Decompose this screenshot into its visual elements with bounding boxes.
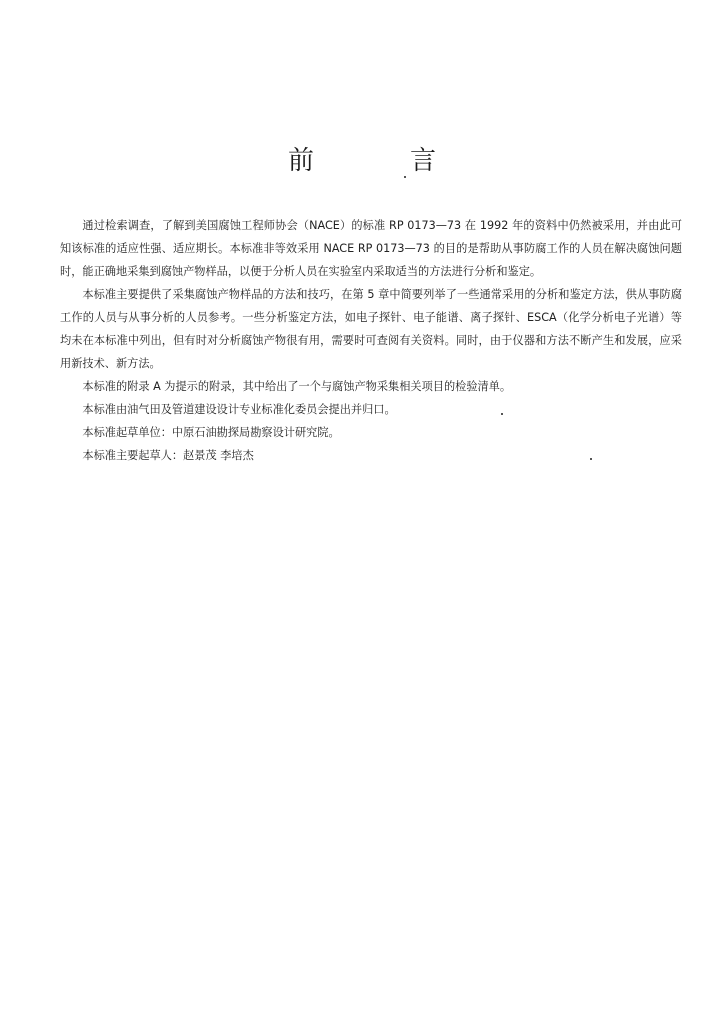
paragraph-nace-reference: 通过检索调查，了解到美国腐蚀工程师协会（NACE）的标准 RP 0173—73 在 1992 年的资料中仍然被采用，并由此可知该标准的适应性强、适应期长。本标准非等效采用 NACE RP 0173—73 的目的是帮助从事防腐工作的人员在解决腐蚀问题时，能正确地采集到腐蚀产物样品，以便于分析人员在实验室内采取适当的方法进行分析和鉴定。 (60, 219, 682, 278)
paragraph-drafting-unit: 本标准起草单位：中原石油勘探局勘察设计研究院。 (82, 426, 340, 439)
foreword-body (60, 214, 682, 467)
title-char-2: 言 (410, 146, 437, 176)
scan-speck (404, 176, 406, 178)
title-char-1: 前 (287, 146, 314, 176)
paragraph-drafters: 本标准主要起草人：赵景茂 李培杰 (82, 449, 254, 462)
scan-speck (590, 458, 592, 460)
paragraph-proposer: 本标准由油气田及管道建设设计专业标准化委员会提出并归口。 (82, 403, 396, 416)
paragraph-appendix: 本标准的附录 A 为提示的附录，其中给出了一个与腐蚀产物采集相关项目的检验清单。 (82, 380, 512, 393)
scan-speck (501, 413, 503, 415)
paragraph-scope: 本标准主要提供了采集腐蚀产物样品的方法和技巧，在第 5 章中简要列举了一些通常采用的分析和鉴定方法，供从事防腐工作的人员与从事分析的人员参考。一些分析鉴定方法，如电子探针、电子能谱、离子探针、ESCA（化学分析电子光谱）等均未在本标准中列出，但有时对分析腐蚀产物很有用，需要时可查阅有关资料。同时，由于仪器和方法不断产生和发展，应采用新技术、新方法。 (60, 288, 682, 370)
page-title (0, 140, 724, 177)
